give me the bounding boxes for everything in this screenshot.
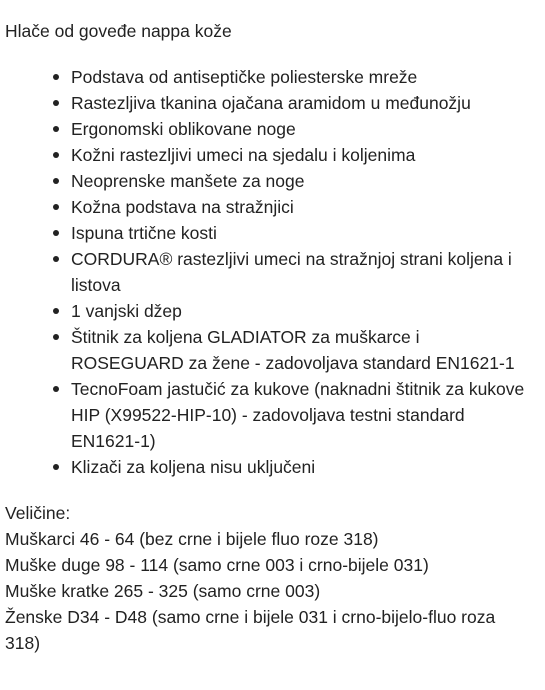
feature-item: Ergonomski oblikovane noge	[53, 116, 533, 142]
sizes-heading: Veličine:	[5, 503, 71, 523]
feature-list	[5, 64, 533, 480]
size-line: Ženske D34 - D48 (samo crne i bijele 031 i crno-bijelo-fluo roza 318)	[5, 607, 496, 653]
feature-item: CORDURA® rastezljivi umeci na stražnjoj strani koljena i listova	[53, 246, 533, 298]
feature-item: Ispuna trtične kosti	[53, 220, 533, 246]
feature-item: 1 vanjski džep	[53, 298, 533, 324]
sizes-section	[5, 500, 533, 656]
size-line: Muške duge 98 - 114 (samo crne 003 i crno-bijele 031)	[5, 555, 429, 575]
feature-item: Kožna podstava na stražnjici	[53, 194, 533, 220]
feature-item: Podstava od antiseptičke poliesterske mreže	[53, 64, 533, 90]
feature-item: Rastezljiva tkanina ojačana aramidom u međunožju	[53, 90, 533, 116]
feature-item: TecnoFoam jastučić za kukove (naknadni štitnik za kukove HIP (X99522-HIP-10) - zadovoljava testni standard EN1621-1)	[53, 376, 533, 454]
size-line: Muškarci 46 - 64 (bez crne i bijele fluo roze 318)	[5, 529, 379, 549]
feature-item: Kožni rastezljivi umeci na sjedalu i koljenima	[53, 142, 533, 168]
feature-item: Neoprenske manšete za noge	[53, 168, 533, 194]
size-line: Muške kratke 265 - 325 (samo crne 003)	[5, 581, 321, 601]
product-title: Hlače od goveđe nappa kože	[5, 21, 232, 41]
feature-item: Klizači za koljena nisu uključeni	[53, 454, 533, 480]
feature-item: Štitnik za koljena GLADIATOR za muškarce i ROSEGUARD za žene - zadovoljava standard EN1621-1	[53, 324, 533, 376]
